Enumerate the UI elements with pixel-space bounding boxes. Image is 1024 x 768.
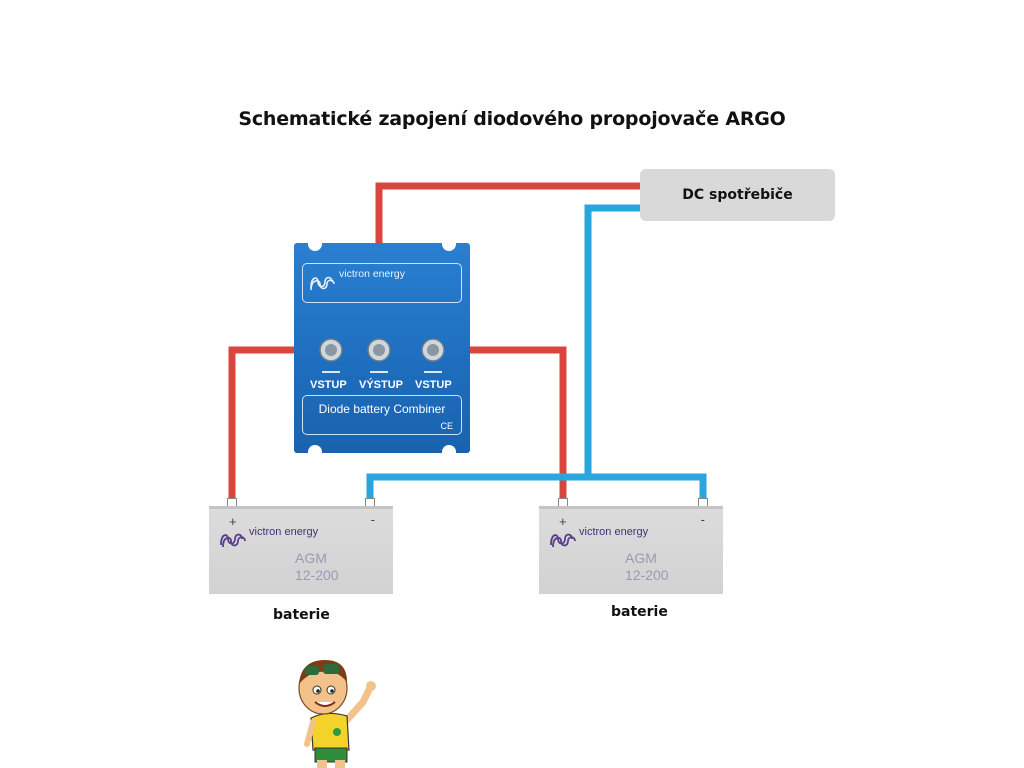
battery-2 (539, 506, 723, 594)
victron-logo-icon (219, 528, 247, 550)
battery-1-label: baterie (273, 607, 330, 623)
ce-mark: CE (440, 421, 453, 431)
mount-notch (442, 445, 456, 453)
page-title: Schematické zapojení diodového propojovače ARGO (238, 108, 786, 130)
battery-top-edge (209, 506, 393, 509)
battery-minus-sign: - (700, 512, 705, 527)
battery-minus-sign: - (370, 512, 375, 527)
cartoon-boy-icon (285, 652, 385, 768)
combiner-header (302, 263, 462, 303)
dc-loads-label: DC spotřebiče (682, 187, 793, 203)
terminal-bar (322, 371, 340, 373)
terminal-bar (424, 371, 442, 373)
battery-2-label: baterie (611, 604, 668, 620)
terminal-bar (370, 371, 388, 373)
negative-wire-bus (370, 477, 703, 500)
battery-plus-sign: + (229, 514, 237, 529)
battery-model: AGM 12-200 (625, 550, 669, 583)
battery-plus-sign: + (559, 514, 567, 529)
terminal-label-input-2: VSTUP (415, 379, 452, 391)
battery-model: AGM 12-200 (295, 550, 339, 583)
combiner-name: Diode battery Combiner (318, 402, 446, 416)
victron-logo-icon (308, 270, 336, 294)
negative-wire-load (588, 208, 640, 474)
battery-1 (209, 506, 393, 594)
combiner-footer (302, 395, 462, 435)
diode-battery-combiner (294, 243, 470, 453)
terminal-label-output: VÝSTUP (359, 379, 404, 391)
dc-loads-box (640, 169, 835, 221)
mount-notch (308, 445, 322, 453)
mount-notch (442, 243, 456, 251)
combiner-brand: victron energy (339, 268, 405, 280)
battery-top-edge (539, 506, 723, 509)
terminal-label-input-1: VSTUP (310, 379, 347, 391)
battery-brand: victron energy (249, 526, 319, 538)
battery-brand: victron energy (579, 526, 649, 538)
mount-notch (308, 243, 322, 251)
victron-logo-icon (549, 528, 577, 550)
